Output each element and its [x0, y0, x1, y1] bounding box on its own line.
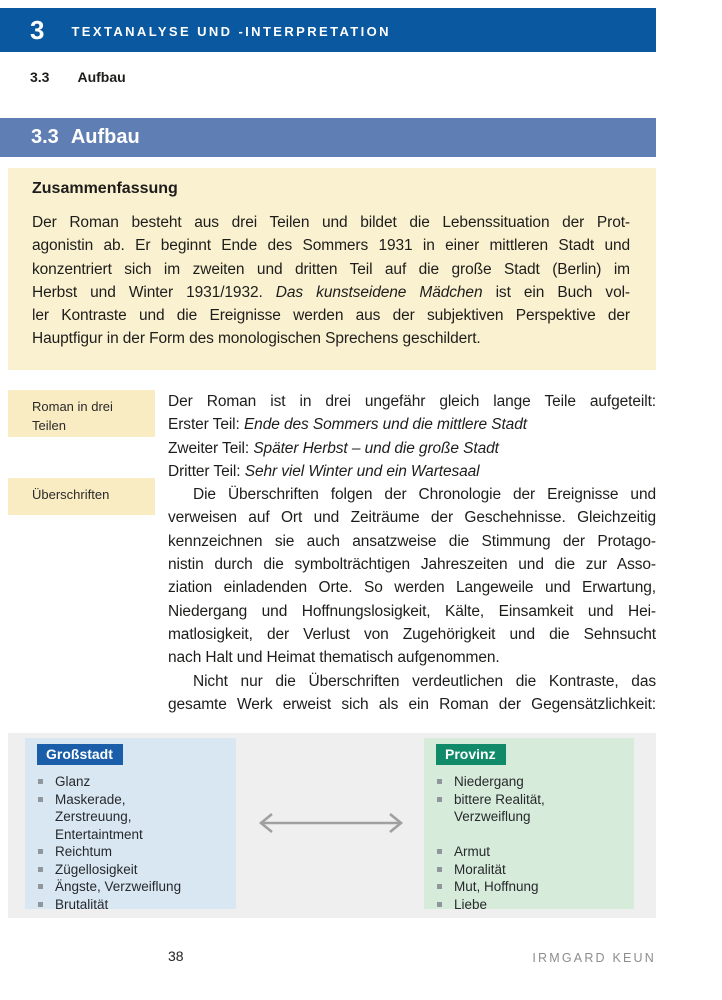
- breadcrumb-number: 3.3: [30, 69, 50, 85]
- chapter-number: 3: [30, 15, 45, 45]
- square-bullet-icon: [38, 797, 43, 802]
- text-line: Niedergang und Hoffnungslosigkeit, Kälte, Einsamkeit und Hei-: [168, 602, 656, 620]
- square-bullet-icon: [38, 902, 43, 907]
- list-item-text: Armut: [454, 844, 491, 859]
- list-item: [436, 808, 634, 826]
- text-line: gesamte Werk erweist sich als ein Roman der Gegensätzlichkeit:: [168, 695, 656, 713]
- breadcrumb: [30, 69, 126, 85]
- text-line: Erster Teil: Ende des Sommers und die mittlere Stadt: [168, 416, 527, 434]
- province-badge: Provinz: [436, 744, 506, 765]
- list-item: [436, 896, 634, 914]
- text-line: Zweiter Teil: Später Herbst – und die große Stadt: [168, 439, 499, 457]
- text-line: nistin durch die symbolträchtigen Jahreszeiten und die zur Asso-: [168, 556, 656, 574]
- chapter-title: TEXTANALYSE UND -INTERPRETATION: [71, 24, 391, 39]
- list-item-text: Maskerade,: [55, 791, 126, 807]
- square-bullet-icon: [38, 779, 43, 784]
- summary-heading: Zusammenfassung: [32, 180, 178, 197]
- text-line: Nicht nur die Überschriften verdeutlichen die Kontraste, das: [193, 672, 656, 690]
- text-line: konzentriert sich im zweiten und dritten Teil auf die große Stadt (Berlin) im: [32, 260, 630, 278]
- list-item-text: Glanz: [55, 774, 91, 789]
- province-list: [436, 773, 634, 913]
- text-line: Der Roman besteht aus drei Teilen und bildet die Lebenssituation der Prot-: [32, 214, 630, 231]
- square-bullet-icon: [437, 902, 442, 907]
- summary-box: [8, 168, 656, 370]
- square-bullet-icon: [38, 867, 43, 872]
- text-line: agonistin ab. Er beginnt Ende des Sommers 1931 in einer mittleren Stadt und: [32, 237, 630, 255]
- list-item-text: Reichtum: [55, 844, 113, 859]
- list-item: [37, 896, 236, 914]
- section-title: Aufbau: [70, 126, 140, 148]
- list-item-text: Niedergang: [454, 774, 524, 789]
- page-number: 38: [168, 948, 184, 964]
- province-box: [424, 738, 634, 912]
- author-name: IRMGARD KEUN: [532, 951, 656, 965]
- square-bullet-icon: [437, 884, 442, 889]
- list-item-text: Zerstreuung,: [55, 809, 132, 824]
- list-item-text: Mut, Hoffnung: [454, 879, 539, 894]
- list-item-text: Verzweiflung: [454, 809, 531, 824]
- summary-paragraph: [32, 211, 630, 351]
- contrast-arrow-icon: [253, 810, 409, 836]
- list-item: [37, 826, 236, 844]
- text-line: kennzeichnen sie auch ansatzweise die Stimmung der Protago-: [168, 532, 656, 550]
- breadcrumb-label: Aufbau: [77, 69, 126, 85]
- list-item: [436, 773, 634, 791]
- list-item-text: Liebe: [454, 896, 488, 912]
- text-line: Dritter Teil: Sehr viel Winter und ein Wartesaal: [168, 462, 480, 480]
- chapter-header-bar: [0, 8, 656, 52]
- square-bullet-icon: [437, 779, 442, 784]
- list-item-text: Entertaintment: [55, 826, 143, 842]
- text-line: Hauptfigur in der Form des monologischen Sprechens geschildert.: [32, 330, 481, 348]
- label-line: Überschriften: [32, 487, 110, 502]
- square-bullet-icon: [38, 884, 43, 889]
- margin-label-ueberschriften: [8, 478, 155, 515]
- text-line: Der Roman ist in drei ungefähr gleich lange Teile aufgeteilt:: [168, 393, 656, 410]
- list-item: [436, 791, 634, 809]
- list-item: [37, 861, 236, 879]
- margin-label-roman-in-drei-teilen: [8, 390, 155, 437]
- list-item: [37, 773, 236, 791]
- text-line: nach Halt und Heimat thematisch aufgenommen.: [168, 649, 500, 667]
- list-item-text: Moralität: [454, 861, 506, 877]
- section-heading-bar: [0, 118, 656, 157]
- text-line: matlosigkeit, der Verlust von Zugehörigkeit und die Sehnsucht: [168, 625, 656, 643]
- square-bullet-icon: [38, 849, 43, 854]
- text-line: Die Überschriften folgen der Chronologie der Ereignisse und: [193, 486, 656, 504]
- text-line: ziation einladenden Orte. So werden Langeweile und Erwartung,: [168, 579, 656, 597]
- text-line: ler Kontraste und die Ereignisse werden aus der subjektiven Perspektive der: [32, 307, 630, 325]
- label-line: Roman in drei: [32, 399, 113, 414]
- list-item: [436, 843, 634, 861]
- list-item: [37, 791, 236, 809]
- list-item-text: Ängste, Verzweiflung: [55, 879, 182, 894]
- body-text: [168, 390, 656, 716]
- text-line: Herbst und Winter 1931/1932. Das kunstseidene Mädchen ist ein Buch vol-: [32, 283, 630, 301]
- list-item: [37, 843, 236, 861]
- list-item: [37, 808, 236, 826]
- contrast-panel: [8, 733, 656, 918]
- list-item-text: Zügellosigkeit: [55, 861, 138, 877]
- square-bullet-icon: [437, 849, 442, 854]
- label-line: Teilen: [32, 418, 66, 433]
- text-line: verweisen auf Ort und Zeiträume der Geschehnisse. Gleichzeitig: [168, 509, 656, 527]
- city-box: [25, 738, 236, 912]
- section-number: 3.3: [31, 126, 59, 148]
- list-item-text: bittere Realität,: [454, 791, 545, 807]
- list-item: [436, 861, 634, 879]
- list-item: [436, 878, 634, 896]
- city-badge: Großstadt: [37, 744, 123, 765]
- square-bullet-icon: [437, 867, 442, 872]
- list-item: [37, 878, 236, 896]
- list-item-text: Brutalität: [55, 896, 109, 912]
- city-list: [37, 773, 236, 913]
- square-bullet-icon: [437, 797, 442, 802]
